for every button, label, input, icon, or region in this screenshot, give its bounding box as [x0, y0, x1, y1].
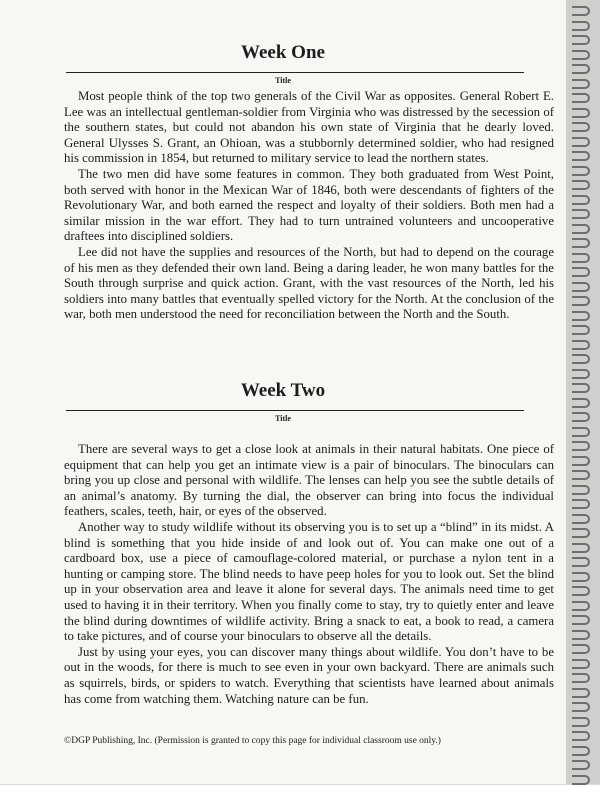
week-one-title-line: [66, 72, 524, 73]
spiral-coil: [572, 615, 590, 625]
spiral-coil: [572, 746, 590, 756]
spiral-coil: [572, 21, 590, 31]
spiral-coil: [572, 369, 590, 379]
spiral-coil: [572, 586, 590, 596]
spiral-coil: [572, 601, 590, 611]
spiral-coil: [572, 775, 590, 785]
spiral-coil: [572, 528, 590, 538]
week-one-paragraph-3: Lee did not have the supplies and resources of the North, but had to depend on the courage of his men as they defended their own land. Being a daring leader, he won many battles for the South through surprise and quick action. Grant, with the vast resources of the North, led his soldiers into many battles that eventually spelled victory for the North. At the conclusion of the war, both men understood the need for reconciliation between the North and the South.: [64, 244, 554, 322]
spiral-coil: [572, 340, 590, 350]
spiral-coil: [572, 688, 590, 698]
week-one-paragraph-2: The two men did have some features in common. They both graduated from West Point, both served with honor in the Mexican War of 1846, both were descendants of fighters of the Revolutionary War, and both earned the respect and loyalty of their soldiers. Both men had a similar mission in the war effort. They had to turn untrained volunteers and uncooperative draftees into disciplined soldiers.: [64, 166, 554, 244]
week-one-heading: Week One: [241, 42, 325, 63]
spiral-coil: [572, 673, 590, 683]
week-two-title-line: [66, 410, 524, 411]
spiral-coil: [572, 195, 590, 205]
spiral-coil: [572, 296, 590, 306]
spiral-coil: [572, 311, 590, 321]
week-two-passage: [64, 442, 554, 707]
week-two-paragraph-2: Another way to study wildlife without its observing you is to set up a “blind” in its midst. A blind is something that you hide inside of and look out of. You can make one out of a cardboard box, use a piece of camouflage-colored material, or purchase a nylon tent in a hunting or camping store. The blind needs to have peep holes for you to look out. Set the blind up in your observation area and leave it alone for several days. The animals need time to get used to having it in their territory. When you finally come to stay, try to quietly enter and leave the blind during downtimes of wildlife activity. Bring a snack to eat, a book to read, a camera to take pictures, and of course your binoculars to observe all the details.: [64, 519, 554, 644]
spiral-coil: [572, 441, 590, 451]
spiral-coil: [572, 427, 590, 437]
copyright-footer: ©DGP Publishing, Inc. (Permission is granted to copy this page for individual classroom use only.): [64, 736, 441, 746]
spiral-coil: [572, 485, 590, 495]
spiral-coil: [572, 499, 590, 509]
spiral-coil: [572, 6, 590, 16]
spiral-coil: [572, 137, 590, 147]
spiral-coil: [572, 543, 590, 553]
spiral-coil: [572, 412, 590, 422]
spiral-coil: [572, 456, 590, 466]
spiral-coil: [572, 282, 590, 292]
spiral-binding: [566, 0, 600, 784]
spiral-coil: [572, 514, 590, 524]
spiral-coil: [572, 35, 590, 45]
week-two-heading: Week Two: [240, 380, 326, 401]
spiral-coil: [572, 267, 590, 277]
week-two-paragraph-3: Just by using your eyes, you can discover many things about wildlife. You don’t have to be out in the woods, for there is much to see even in your own backyard. There are animals such as squirrels, birds, or spiders to watch. Everything that scientists have learned about animals has come from watching them. Watching nature can be fun.: [64, 644, 554, 706]
spiral-coil: [572, 166, 590, 176]
spiral-coil: [572, 93, 590, 103]
spiral-coil: [572, 122, 590, 132]
spiral-coil: [572, 702, 590, 712]
spiral-coil: [572, 325, 590, 335]
week-one-paragraph-1: Most people think of the top two generals of the Civil War as opposites. General Robert E. Lee was an intellectual gentleman-soldier from Virginia who was distressed by the secession of the southern states, but could not abandon his own state of Virginia that he dearly loved. General Ulysses S. Grant, an Ohioan, was a stubbornly determined soldier, who had resigned his commission in 1854, but returned to military service to lead the northern states.: [64, 89, 554, 166]
spiral-coil: [572, 659, 590, 669]
spiral-coil: [572, 398, 590, 408]
spiral-coil: [572, 572, 590, 582]
spiral-coil: [572, 717, 590, 727]
spiral-coil: [572, 151, 590, 161]
spiral-coil: [572, 50, 590, 60]
spiral-coil: [572, 470, 590, 480]
spiral-coil: [572, 180, 590, 190]
week-one-title-label: Title: [275, 76, 291, 85]
spiral-coil: [572, 253, 590, 263]
spiral-coil: [572, 64, 590, 74]
week-two-paragraph-1: There are several ways to get a close look at animals in their natural habitats. One piece of equipment that can help you get an intimate view is a pair of binoculars. The binoculars can bring you up close and personal with wildlife. The lenses can help you see the subtle details of an animal’s anatomy. By turning the dial, the observer can bring into focus the individual feathers, scales, teeth, hair, or eyes of the observed.: [64, 442, 554, 519]
spiral-coil: [572, 354, 590, 364]
spiral-coil: [572, 644, 590, 654]
spiral-coil: [572, 760, 590, 770]
spiral-coil: [572, 238, 590, 248]
spiral-coil: [572, 108, 590, 118]
spiral-coil: [572, 209, 590, 219]
spiral-coil: [572, 383, 590, 393]
spiral-coil: [572, 557, 590, 567]
week-two-title-label: Title: [275, 414, 291, 423]
week-one-passage: [64, 89, 554, 323]
spiral-coil: [572, 630, 590, 640]
spiral-coil: [572, 224, 590, 234]
spiral-coil: [572, 79, 590, 89]
spiral-coil: [572, 731, 590, 741]
